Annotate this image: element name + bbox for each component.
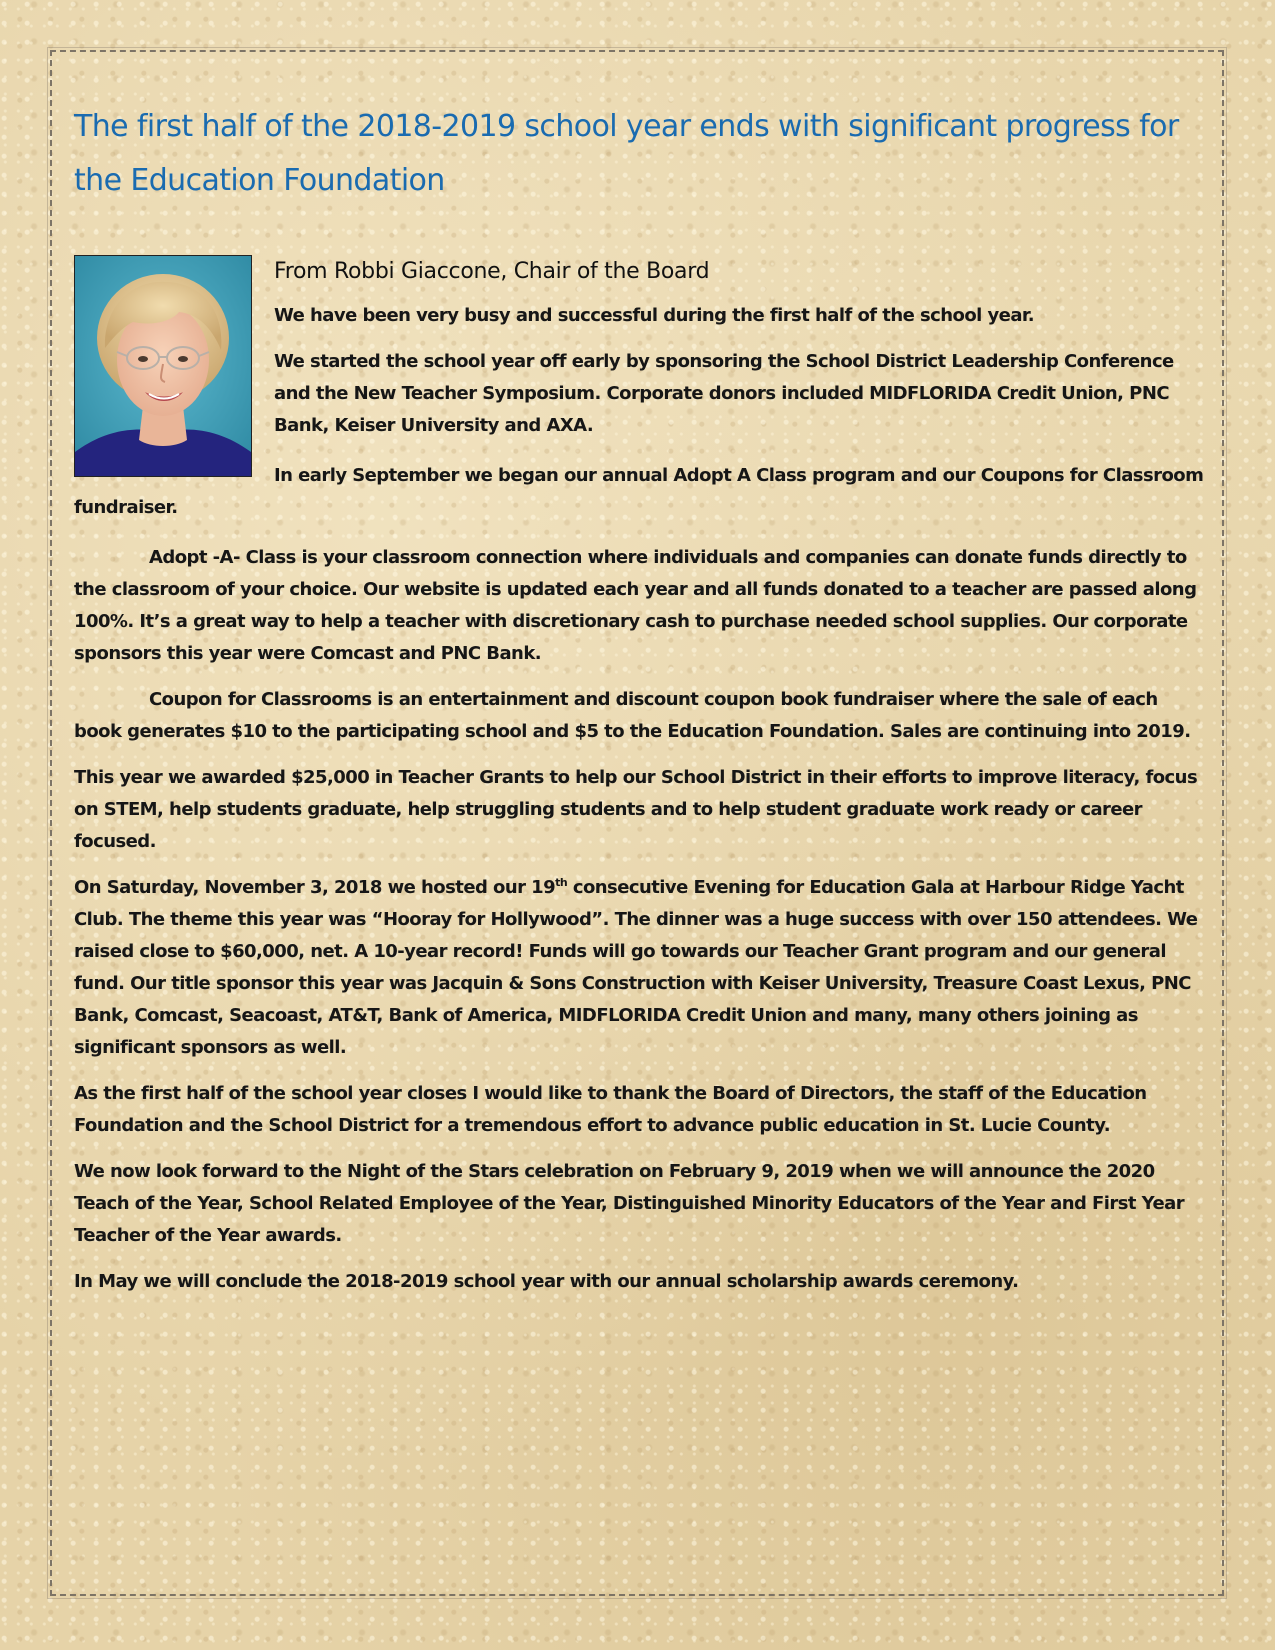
paragraph: In May we will conclude the 2018-2019 school year with our annual scholarship awards ceremony.: [74, 1271, 1019, 1292]
portrait-photo: [74, 255, 252, 477]
paragraph: Adopt -A- Class is your classroom connection where individuals and companies can donate funds directly to the classroom of your choice. Our website is updated each year and all funds donated to a teacher are passed along 100%. It’s a great way to help a teacher with discretionary cash to purchase needed school supplies. Our corporate sponsors this year were Comcast and PNC Bank.: [74, 547, 1197, 664]
paragraph: We now look forward to the Night of the Stars celebration on February 9, 2019 when we will announce the 2020 Teach of the Year, School Related Employee of the Year, Distinguished Minority Educators of the Year and First Year Teacher of the Year awards.: [74, 1161, 1185, 1246]
paragraph: We have been very busy and successful during the first half of the school year.: [274, 305, 1034, 326]
intro-section: [74, 254, 1204, 524]
article-title: The first half of the 2018-2019 school year ends with significant progress for the Education Foundation: [74, 109, 1179, 198]
paragraph: This year we awarded $25,000 in Teacher Grants to help our School District in their efforts to improve literacy, focus on STEM, help students graduate, help struggling students and to help student graduate work ready or career focused.: [74, 767, 1198, 852]
paragraph: We started the school year off early by sponsoring the School District Leadership Conference and the New Teacher Symposium. Corporate donors included MIDFLORIDA Credit Union, PNC Bank, Keiser University and AXA.: [274, 351, 1174, 436]
paragraph-text: consecutive Evening for Education Gala at Harbour Ridge Yacht Club. The theme this year was “Hooray for Hollywood”. The dinner was a huge success with over 150 attendees. We raised close to $60,000, net. A 10-year record! Funds will go towards our Teacher Grant program and our general fund. Our title sponsor this year was Jacquin & Sons Construction with Keiser University, Treasure Coast Lexus, PNC Bank, Comcast, Seacoast, AT&T, Bank of America, MIDFLORIDA Credit Union and many, many others joining as significant sponsors as well.: [74, 877, 1198, 1058]
paragraph: As the first half of the school year closes I would like to thank the Board of Directors, the staff of the Education Foundation and the School District for a tremendous effort to advance public education in St. Lucie County.: [74, 1083, 1147, 1136]
paragraph: [74, 872, 1204, 1064]
author-heading: From Robbi Giaccone, Chair of the Board: [274, 259, 710, 284]
paragraph: Coupon for Classrooms is an entertainment and discount coupon book fundraiser where the sale of each book generates $10 to the participating school and $5 to the Education Foundation. Sales are continuing into 2019.: [74, 689, 1191, 742]
ordinal-suffix: th: [555, 876, 568, 889]
paragraph: In early September we began our annual Adopt A Class program and our Coupons for Classroom fundraiser.: [74, 465, 1204, 518]
article: [74, 100, 1204, 1312]
paragraph-text: On Saturday, November 3, 2018 we hosted our 19: [74, 877, 556, 898]
